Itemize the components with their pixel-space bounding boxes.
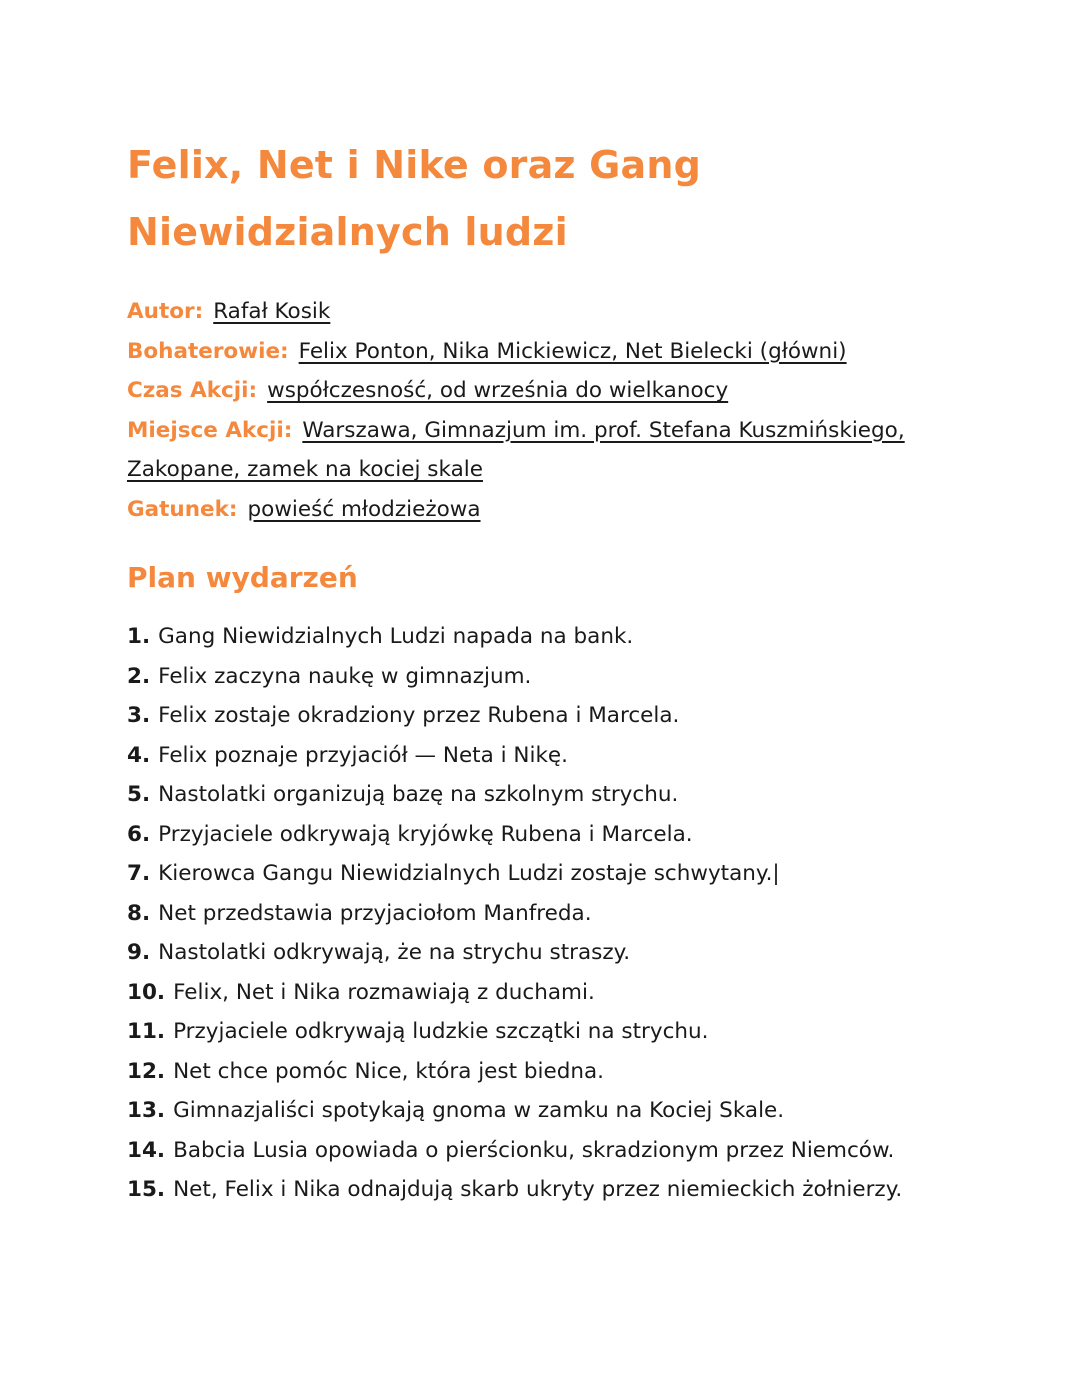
info-label: Autor:	[127, 299, 204, 324]
list-item	[127, 1091, 957, 1131]
title-line-2: Niewidzialnych ludzi	[127, 210, 568, 254]
list-item	[127, 815, 957, 855]
list-item	[127, 973, 957, 1013]
item-text: Babcia Lusia opowiada o pierścionku, skradzionym przez Niemców.	[173, 1137, 895, 1163]
info-label: Czas Akcji:	[127, 378, 258, 403]
info-place	[127, 411, 957, 490]
item-text: Przyjaciele odkrywają kryjówkę Rubena i Marcela.	[158, 821, 693, 847]
list-item	[127, 617, 957, 657]
info-author	[127, 292, 957, 332]
book-info	[127, 292, 957, 529]
item-number: 10.	[127, 979, 166, 1005]
item-number: 7.	[127, 861, 151, 886]
item-text: Gang Niewidzialnych Ludzi napada na bank.	[158, 624, 634, 649]
item-text: Felix, Net i Nika rozmawiają z duchami.	[173, 979, 595, 1005]
item-number: 5.	[127, 782, 151, 807]
item-number: 8.	[127, 900, 151, 926]
info-value: Warszawa, Gimnazjum im. prof. Stefana Kuszmińskiego, Zakopane, zamek na kociej skale	[127, 417, 905, 482]
list-item	[127, 933, 957, 973]
info-label: Gatunek:	[127, 496, 238, 522]
item-text: Felix zaczyna naukę w gimnazjum.	[158, 663, 532, 689]
item-number: 1.	[127, 624, 151, 649]
item-text: Net chce pomóc Nice, która jest biedna.	[173, 1058, 605, 1084]
info-value: Rafał Kosik	[213, 299, 331, 324]
info-genre	[127, 490, 957, 530]
item-number: 14.	[127, 1137, 166, 1163]
item-text: Felix zostaje okradziony przez Rubena i Marcela.	[158, 703, 680, 728]
item-text: Gimnazjaliści spotykają gnoma w zamku na Kociej Skale.	[173, 1098, 785, 1123]
item-number: 13.	[127, 1098, 166, 1123]
document-page	[127, 132, 957, 1210]
list-item	[127, 657, 957, 697]
list-item	[127, 894, 957, 934]
info-value: Felix Ponton, Nika Mickiewicz, Net Bielecki (główni)	[298, 338, 847, 364]
item-number: 4.	[127, 742, 151, 768]
info-characters	[127, 332, 957, 372]
info-value: powieść młodzieżowa	[247, 496, 481, 522]
page-title	[127, 132, 957, 266]
item-number: 11.	[127, 1019, 166, 1044]
item-text: Nastolatki odkrywają, że na strychu straszy.	[158, 940, 631, 965]
item-text: Nastolatki organizują bazę na szkolnym strychu.	[158, 782, 679, 807]
item-text: Net przedstawia przyjaciołom Manfreda.	[158, 900, 592, 926]
plan-heading: Plan wydarzeń	[127, 561, 358, 594]
list-item	[127, 1012, 957, 1052]
list-item	[127, 775, 957, 815]
info-value: współczesność, od września do wielkanocy	[267, 378, 729, 403]
item-number: 9.	[127, 940, 151, 965]
list-item	[127, 854, 957, 894]
info-label: Bohaterowie:	[127, 338, 289, 364]
events-list	[127, 617, 957, 1210]
item-text: Felix poznaje przyjaciół — Neta i Nikę.	[158, 742, 568, 768]
list-item	[127, 696, 957, 736]
item-text: Net, Felix i Nika odnajdują skarb ukryty przez niemieckich żołnierzy.	[173, 1177, 903, 1202]
list-item	[127, 736, 957, 776]
item-number: 12.	[127, 1058, 166, 1084]
list-item	[127, 1131, 957, 1171]
list-item	[127, 1052, 957, 1092]
title-line-1: Felix, Net i Nike oraz Gang	[127, 143, 702, 187]
item-number: 15.	[127, 1177, 166, 1202]
item-text: Kierowca Gangu Niewidzialnych Ludzi zostaje schwytany.|	[158, 861, 780, 886]
item-text: Przyjaciele odkrywają ludzkie szczątki na strychu.	[173, 1019, 709, 1044]
item-number: 3.	[127, 703, 151, 728]
item-number: 6.	[127, 821, 151, 847]
list-item	[127, 1170, 957, 1210]
info-time	[127, 371, 957, 411]
item-number: 2.	[127, 663, 151, 689]
info-label: Miejsce Akcji:	[127, 417, 293, 443]
